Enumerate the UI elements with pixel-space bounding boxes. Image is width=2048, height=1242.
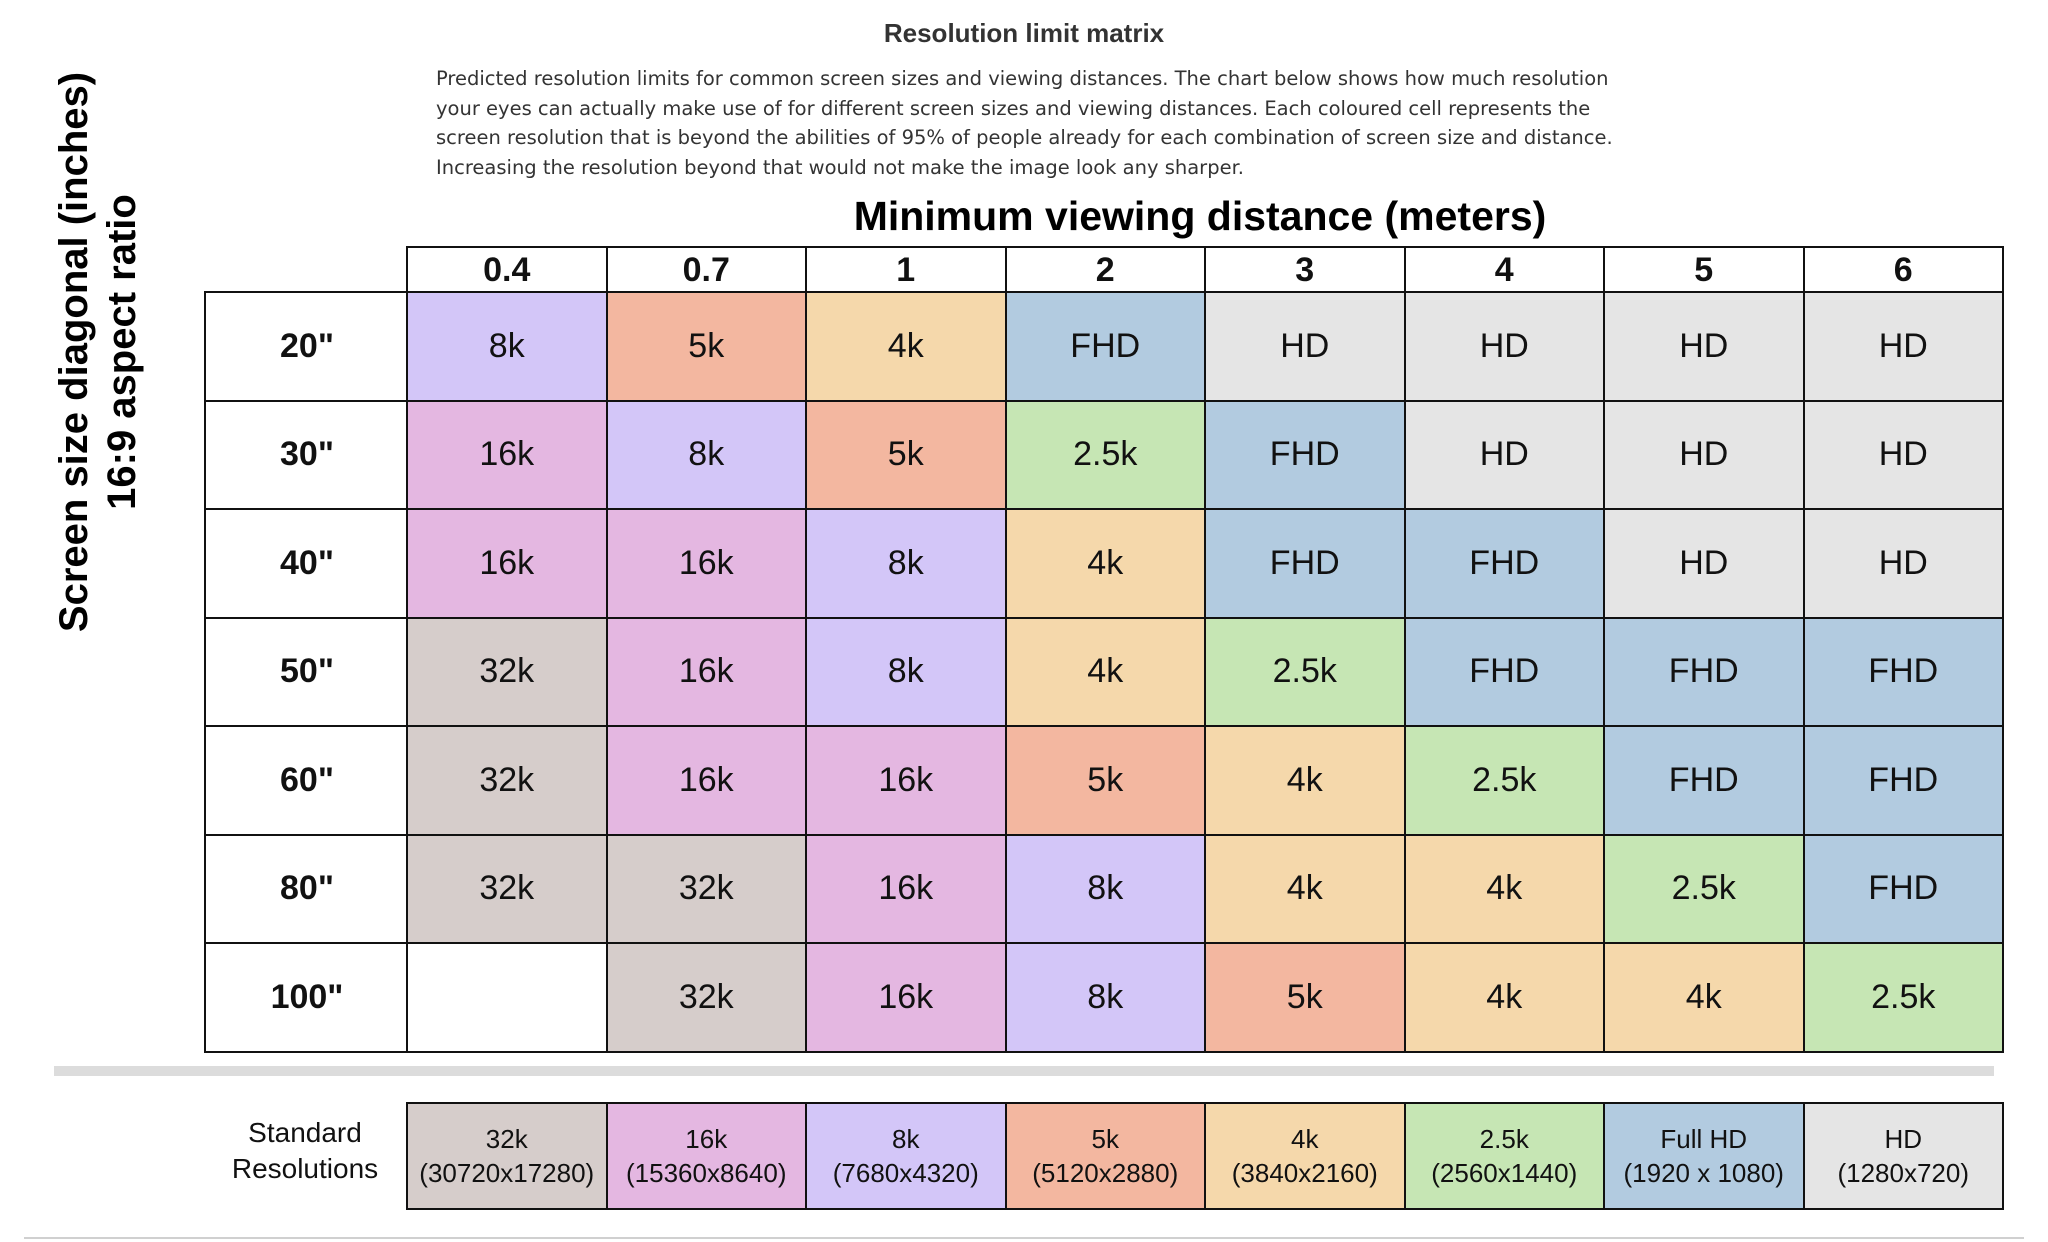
legend-item <box>406 1102 608 1210</box>
matrix-cell: 2.5k <box>1404 725 1606 836</box>
matrix-cell: FHD <box>1204 400 1406 511</box>
row-header: 100" <box>204 942 410 1053</box>
legend-item-detail: (5120x2880) <box>1032 1158 1179 1188</box>
matrix-cell: FHD <box>1803 834 2005 945</box>
column-header: 0.7 <box>606 246 808 295</box>
matrix-cell: 4k <box>805 291 1007 402</box>
legend-item-name: 4k <box>1291 1124 1319 1154</box>
matrix-cell: HD <box>1603 400 1805 511</box>
matrix-cell: 4k <box>1404 834 1606 945</box>
description: Predicted resolution limits for common screen sizes and viewing distances. The chart below shows how much resolution your eyes can actually make use of for different screen sizes and viewing distances. Each coloured cell represents the screen resolution that is beyond the abilities of 95% of people already for each combination of screen size and distance. Increasing the resolution beyond that would not make the image look any sharper. <box>436 67 1613 179</box>
matrix-cell: HD <box>1803 291 2005 402</box>
matrix-cell: 16k <box>606 725 808 836</box>
row-header: 80" <box>204 834 410 945</box>
matrix-cell: 2.5k <box>1005 400 1207 511</box>
column-header: 0.4 <box>406 246 608 295</box>
legend-item-name: 5k <box>1091 1124 1119 1154</box>
legend-item-name: 2.5k <box>1479 1124 1529 1154</box>
matrix-cell: 32k <box>406 725 608 836</box>
matrix-cell: 16k <box>406 508 608 619</box>
matrix-cell: 4k <box>1005 617 1207 728</box>
legend-item-name: 8k <box>892 1124 920 1154</box>
legend-item-detail: (1280x720) <box>1837 1158 1970 1188</box>
matrix-cell: FHD <box>1603 725 1805 836</box>
matrix-cell: 5k <box>606 291 808 402</box>
legend-item-detail: (2560x1440) <box>1431 1158 1578 1188</box>
legend-item-name: 32k <box>485 1124 528 1154</box>
matrix-cell: 2.5k <box>1204 617 1406 728</box>
column-header: 6 <box>1803 246 2005 295</box>
matrix-cell: 5k <box>1204 942 1406 1053</box>
matrix-cell: 4k <box>1603 942 1805 1053</box>
matrix-cell: 2.5k <box>1603 834 1805 945</box>
legend-item-detail: (30720x17280) <box>419 1158 595 1188</box>
matrix-cell: 8k <box>805 617 1007 728</box>
legend-item <box>606 1102 808 1210</box>
legend-item <box>1803 1102 2005 1210</box>
matrix-cell: 4k <box>1404 942 1606 1053</box>
matrix-cell: 8k <box>1005 834 1207 945</box>
matrix-cell: 5k <box>805 400 1007 511</box>
bottom-rule <box>24 1237 2024 1239</box>
matrix-cell: 16k <box>406 400 608 511</box>
matrix-cell <box>406 942 608 1053</box>
matrix-cell: FHD <box>1603 617 1805 728</box>
column-header: 1 <box>805 246 1007 295</box>
matrix-cell: FHD <box>1204 508 1406 619</box>
legend-item-name: Full HD <box>1660 1124 1748 1154</box>
matrix-cell: 16k <box>805 834 1007 945</box>
matrix-cell: HD <box>1803 400 2005 511</box>
matrix-cell: HD <box>1803 508 2005 619</box>
matrix-cell: 4k <box>1204 725 1406 836</box>
matrix-cell: 16k <box>606 508 808 619</box>
matrix-cell: 16k <box>805 725 1007 836</box>
matrix-cell: FHD <box>1404 508 1606 619</box>
column-header: 3 <box>1204 246 1406 295</box>
legend-item <box>1404 1102 1606 1210</box>
legend-item-detail: (7680x4320) <box>832 1158 979 1188</box>
matrix-cell: 32k <box>406 834 608 945</box>
matrix-cell: HD <box>1603 508 1805 619</box>
x-axis-title: Minimum viewing distance (meters) <box>853 193 1547 239</box>
legend-item <box>805 1102 1007 1210</box>
column-header: 2 <box>1005 246 1207 295</box>
matrix-cell: 2.5k <box>1803 942 2005 1053</box>
row-header: 40" <box>204 508 410 619</box>
matrix-cell: HD <box>1404 291 1606 402</box>
matrix-cell: HD <box>1404 400 1606 511</box>
legend-item-name: HD <box>1884 1124 1923 1154</box>
matrix-cell: 4k <box>1005 508 1207 619</box>
matrix-cell: 32k <box>606 834 808 945</box>
page-title: Resolution limit matrix <box>883 18 1165 48</box>
matrix-cell: 32k <box>406 617 608 728</box>
legend-item <box>1005 1102 1207 1210</box>
legend-item-detail: (1920 x 1080) <box>1623 1158 1784 1188</box>
matrix-cell: 8k <box>805 508 1007 619</box>
matrix-cell: FHD <box>1803 725 2005 836</box>
y-axis-title-line-1: Screen size diagonal (inches) <box>52 71 96 633</box>
y-axis-title <box>50 0 170 952</box>
matrix-cell: 16k <box>805 942 1007 1053</box>
legend-item <box>1204 1102 1406 1210</box>
matrix-cell: 16k <box>606 617 808 728</box>
row-header: 50" <box>204 617 410 728</box>
row-header: 60" <box>204 725 410 836</box>
legend-item-detail: (15360x8640) <box>626 1158 787 1188</box>
row-header: 20" <box>204 291 410 402</box>
matrix-cell: 5k <box>1005 725 1207 836</box>
matrix-cell: FHD <box>1404 617 1606 728</box>
matrix-cell: HD <box>1204 291 1406 402</box>
matrix-cell: 4k <box>1204 834 1406 945</box>
legend-item <box>1603 1102 1805 1210</box>
matrix-cell: FHD <box>1005 291 1207 402</box>
matrix-cell: HD <box>1603 291 1805 402</box>
legend-label: Standard Resolutions <box>231 1117 379 1184</box>
matrix-cell: FHD <box>1803 617 2005 728</box>
divider <box>54 1066 1994 1076</box>
matrix-cell: 8k <box>406 291 608 402</box>
column-header: 5 <box>1603 246 1805 295</box>
matrix-cell: 8k <box>606 400 808 511</box>
matrix-cell: 32k <box>606 942 808 1053</box>
matrix-cell: 8k <box>1005 942 1207 1053</box>
row-header: 30" <box>204 400 410 511</box>
legend-item-name: 16k <box>685 1124 728 1154</box>
column-header: 4 <box>1404 246 1606 295</box>
y-axis-title-line-2: 16:9 aspect ratio <box>100 194 144 510</box>
legend-item-detail: (3840x2160) <box>1231 1158 1378 1188</box>
